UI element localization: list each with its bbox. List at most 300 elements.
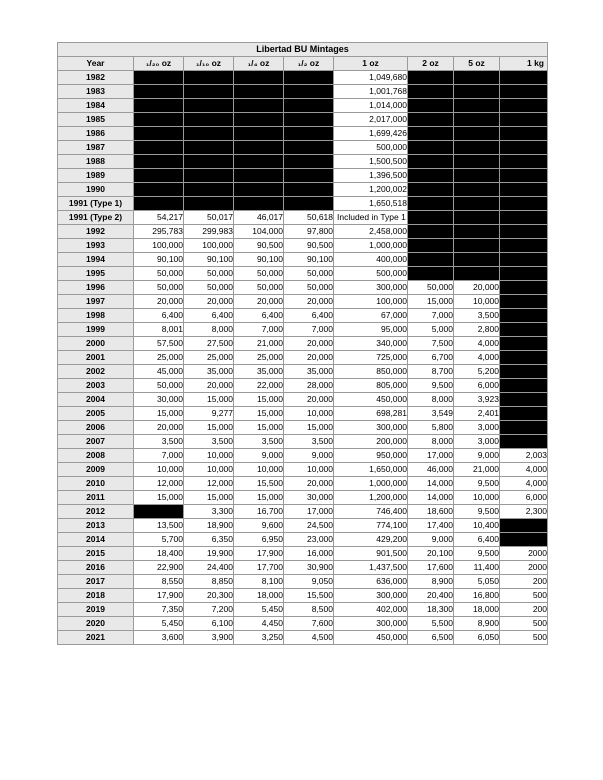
mintage-cell: 46,000 (408, 463, 454, 477)
column-header: ₁/₂₀ oz (134, 57, 184, 71)
empty-cell (500, 183, 548, 197)
mintage-cell: Included in Type 1 (334, 211, 408, 225)
mintage-cell: 8,700 (408, 365, 454, 379)
mintage-cell: 100,000 (184, 239, 234, 253)
mintage-cell: 8,900 (408, 575, 454, 589)
mintage-cell: 15,000 (234, 393, 284, 407)
mintage-cell: 15,000 (184, 421, 234, 435)
row-year: 2012 (58, 505, 134, 519)
empty-cell (234, 127, 284, 141)
mintage-cell: 3,500 (234, 435, 284, 449)
mintage-cell: 9,000 (454, 449, 500, 463)
mintage-cell: 20,000 (234, 295, 284, 309)
mintage-cell: 200 (500, 603, 548, 617)
empty-cell (500, 309, 548, 323)
table-row (58, 505, 548, 519)
mintage-cell: 746,400 (334, 505, 408, 519)
mintage-cell: 7,350 (134, 603, 184, 617)
mintage-cell: 636,000 (334, 575, 408, 589)
row-year: 1988 (58, 155, 134, 169)
mintage-cell: 25,000 (184, 351, 234, 365)
row-year: 1989 (58, 169, 134, 183)
mintage-cell: 429,200 (334, 533, 408, 547)
empty-cell (500, 407, 548, 421)
empty-cell (454, 169, 500, 183)
mintage-cell: 6,100 (184, 617, 234, 631)
empty-cell (500, 225, 548, 239)
mintage-cell: 16,700 (234, 505, 284, 519)
empty-cell (500, 393, 548, 407)
table-row (58, 253, 548, 267)
mintage-cell: 1,200,000 (334, 491, 408, 505)
mintage-cell: 15,000 (184, 393, 234, 407)
table-row (58, 183, 548, 197)
mintage-cell: 3,500 (284, 435, 334, 449)
mintage-cell: 698,281 (334, 407, 408, 421)
mintage-cell: 10,000 (184, 449, 234, 463)
empty-cell (500, 99, 548, 113)
empty-cell (454, 211, 500, 225)
row-year: 2005 (58, 407, 134, 421)
row-year: 2003 (58, 379, 134, 393)
mintage-cell: 20,000 (134, 295, 184, 309)
empty-cell (408, 71, 454, 85)
table-row (58, 435, 548, 449)
mintage-cell: 6,050 (454, 631, 500, 645)
mintage-cell: 8,001 (134, 323, 184, 337)
mintage-cell: 3,900 (184, 631, 234, 645)
mintage-cell: 14,000 (408, 477, 454, 491)
mintage-cell: 725,000 (334, 351, 408, 365)
empty-cell (500, 379, 548, 393)
row-year: 1987 (58, 141, 134, 155)
mintage-cell: 10,000 (284, 407, 334, 421)
mintage-cell: 3,500 (454, 309, 500, 323)
empty-cell (500, 421, 548, 435)
mintage-cell: 17,700 (234, 561, 284, 575)
mintage-cell: 20,000 (184, 379, 234, 393)
mintage-cell: 5,800 (408, 421, 454, 435)
empty-cell (454, 225, 500, 239)
empty-cell (408, 99, 454, 113)
row-year: 2018 (58, 589, 134, 603)
empty-cell (408, 197, 454, 211)
mintage-cell: 5,050 (454, 575, 500, 589)
mintage-cell: 18,400 (134, 547, 184, 561)
mintage-cell: 90,100 (184, 253, 234, 267)
mintage-cell: 1,650,518 (334, 197, 408, 211)
mintage-cell: 22,000 (234, 379, 284, 393)
mintage-cell: 5,000 (408, 323, 454, 337)
mintage-cell: 50,000 (184, 281, 234, 295)
column-header: ₁/₄ oz (234, 57, 284, 71)
empty-cell (500, 323, 548, 337)
empty-cell (454, 141, 500, 155)
mintage-cell: 20,100 (408, 547, 454, 561)
empty-cell (184, 183, 234, 197)
empty-cell (134, 197, 184, 211)
table-title-row (58, 43, 548, 57)
mintage-cell: 500 (500, 631, 548, 645)
empty-cell (284, 183, 334, 197)
mintage-cell: 6,000 (500, 491, 548, 505)
mintage-cell: 7,000 (134, 449, 184, 463)
row-year: 1993 (58, 239, 134, 253)
mintage-cell: 2,003 (500, 449, 548, 463)
empty-cell (284, 99, 334, 113)
empty-cell (454, 239, 500, 253)
mintage-cell: 8,550 (134, 575, 184, 589)
empty-cell (454, 267, 500, 281)
empty-cell (408, 183, 454, 197)
empty-cell (184, 169, 234, 183)
mintage-cell: 774,100 (334, 519, 408, 533)
mintage-cell: 200,000 (334, 435, 408, 449)
mintage-cell: 35,000 (234, 365, 284, 379)
empty-cell (500, 113, 548, 127)
mintage-cell: 21,000 (454, 463, 500, 477)
empty-cell (184, 197, 234, 211)
mintage-cell: 3,500 (134, 435, 184, 449)
table-row (58, 239, 548, 253)
mintage-cell: 45,000 (134, 365, 184, 379)
empty-cell (234, 183, 284, 197)
mintage-cell: 15,000 (134, 491, 184, 505)
mintage-cell: 35,000 (184, 365, 234, 379)
table-row (58, 379, 548, 393)
empty-cell (500, 211, 548, 225)
empty-cell (500, 533, 548, 547)
mintage-cell: 400,000 (334, 253, 408, 267)
mintage-cell: 35,000 (284, 365, 334, 379)
mintage-cell: 17,900 (234, 547, 284, 561)
row-year: 2007 (58, 435, 134, 449)
mintage-cell: 3,500 (184, 435, 234, 449)
mintage-cell: 95,000 (334, 323, 408, 337)
column-header: ₁/₂ oz (284, 57, 334, 71)
mintage-cell: 1,437,500 (334, 561, 408, 575)
row-year: 2011 (58, 491, 134, 505)
empty-cell (500, 85, 548, 99)
mintage-cell: 17,900 (134, 589, 184, 603)
mintage-cell: 104,000 (234, 225, 284, 239)
table-row (58, 561, 548, 575)
mintage-cell: 1,396,500 (334, 169, 408, 183)
mintage-cell: 6,400 (454, 533, 500, 547)
mintage-cell: 10,000 (134, 463, 184, 477)
mintage-cell: 10,000 (284, 463, 334, 477)
empty-cell (184, 127, 234, 141)
row-year: 1991 (Type 2) (58, 211, 134, 225)
mintage-cell: 340,000 (334, 337, 408, 351)
row-year: 2004 (58, 393, 134, 407)
mintage-cell: 7,500 (408, 337, 454, 351)
row-year: 2015 (58, 547, 134, 561)
mintage-cell: 50,000 (284, 267, 334, 281)
row-year: 1990 (58, 183, 134, 197)
mintage-cell: 50,000 (234, 267, 284, 281)
mintage-cell: 16,800 (454, 589, 500, 603)
table-row (58, 365, 548, 379)
empty-cell (408, 169, 454, 183)
mintage-cell: 9,050 (284, 575, 334, 589)
empty-cell (234, 197, 284, 211)
table-row (58, 533, 548, 547)
row-year: 1995 (58, 267, 134, 281)
row-year: 1986 (58, 127, 134, 141)
row-year: 1997 (58, 295, 134, 309)
mintage-cell: 46,017 (234, 211, 284, 225)
empty-cell (408, 85, 454, 99)
mintage-cell: 5,200 (454, 365, 500, 379)
table-row (58, 113, 548, 127)
empty-cell (500, 295, 548, 309)
mintage-cell: 7,000 (234, 323, 284, 337)
mintage-cell: 2,300 (500, 505, 548, 519)
mintage-cell: 67,000 (334, 309, 408, 323)
empty-cell (454, 253, 500, 267)
empty-cell (454, 113, 500, 127)
row-year: 1994 (58, 253, 134, 267)
mintage-cell: 8,850 (184, 575, 234, 589)
mintage-cell: 1,014,000 (334, 99, 408, 113)
mintage-cell: 9,000 (284, 449, 334, 463)
mintage-cell: 50,000 (408, 281, 454, 295)
mintage-cell: 7,000 (284, 323, 334, 337)
mintage-cell: 5,450 (234, 603, 284, 617)
mintage-cell: 9,500 (454, 547, 500, 561)
table-row (58, 421, 548, 435)
mintage-cell: 23,000 (284, 533, 334, 547)
mintage-cell: 299,983 (184, 225, 234, 239)
empty-cell (408, 141, 454, 155)
mintage-cell: 5,450 (134, 617, 184, 631)
empty-cell (184, 99, 234, 113)
column-header: ₁/₁₀ oz (184, 57, 234, 71)
empty-cell (408, 239, 454, 253)
empty-cell (500, 197, 548, 211)
mintage-cell: 9,000 (408, 533, 454, 547)
mintage-cell: 20,000 (284, 351, 334, 365)
empty-cell (500, 435, 548, 449)
table-body (58, 43, 548, 645)
table-row (58, 617, 548, 631)
empty-cell (134, 505, 184, 519)
mintage-cell: 402,000 (334, 603, 408, 617)
mintage-cell: 2,401 (454, 407, 500, 421)
mintage-cell: 9,000 (234, 449, 284, 463)
row-year: 2020 (58, 617, 134, 631)
empty-cell (408, 225, 454, 239)
mintage-cell: 300,000 (334, 421, 408, 435)
mintage-cell: 1,049,680 (334, 71, 408, 85)
table-row (58, 589, 548, 603)
empty-cell (284, 71, 334, 85)
row-year: 1985 (58, 113, 134, 127)
row-year: 2006 (58, 421, 134, 435)
table-row (58, 351, 548, 365)
mintage-cell: 3,300 (184, 505, 234, 519)
mintage-cell: 20,300 (184, 589, 234, 603)
mintage-cell: 5,500 (408, 617, 454, 631)
table-row (58, 295, 548, 309)
empty-cell (234, 169, 284, 183)
column-header: Year (58, 57, 134, 71)
mintage-cell: 15,000 (234, 407, 284, 421)
mintage-cell: 3,000 (454, 421, 500, 435)
mintage-cell: 7,600 (284, 617, 334, 631)
mintage-cell: 6,400 (184, 309, 234, 323)
empty-cell (454, 183, 500, 197)
mintage-cell: 2,017,000 (334, 113, 408, 127)
empty-cell (408, 155, 454, 169)
mintage-cell: 8,000 (184, 323, 234, 337)
mintage-cell: 20,000 (284, 393, 334, 407)
empty-cell (454, 99, 500, 113)
mintage-cell: 50,000 (134, 267, 184, 281)
row-year: 2000 (58, 337, 134, 351)
mintage-cell: 6,950 (234, 533, 284, 547)
mintage-cell: 6,700 (408, 351, 454, 365)
row-year: 2016 (58, 561, 134, 575)
empty-cell (134, 85, 184, 99)
mintage-cell: 15,000 (408, 295, 454, 309)
empty-cell (454, 71, 500, 85)
mintage-cell: 20,000 (184, 295, 234, 309)
mintage-cell: 17,000 (284, 505, 334, 519)
empty-cell (454, 155, 500, 169)
mintage-cell: 50,000 (284, 281, 334, 295)
mintage-cell: 805,000 (334, 379, 408, 393)
table-row (58, 281, 548, 295)
mintage-cell: 100,000 (134, 239, 184, 253)
mintage-cell: 2,800 (454, 323, 500, 337)
empty-cell (500, 253, 548, 267)
empty-cell (134, 155, 184, 169)
empty-cell (454, 127, 500, 141)
mintage-cell: 90,500 (284, 239, 334, 253)
table-row (58, 127, 548, 141)
row-year: 1992 (58, 225, 134, 239)
mintage-cell: 6,400 (234, 309, 284, 323)
empty-cell (500, 351, 548, 365)
row-year: 2001 (58, 351, 134, 365)
mintage-cell: 300,000 (334, 617, 408, 631)
table-row (58, 631, 548, 645)
mintage-cell: 6,500 (408, 631, 454, 645)
empty-cell (284, 169, 334, 183)
mintage-cell: 15,000 (184, 491, 234, 505)
mintage-cell: 6,000 (454, 379, 500, 393)
mintage-cell: 3,549 (408, 407, 454, 421)
mintage-cell: 8,900 (454, 617, 500, 631)
mintage-cell: 50,000 (234, 281, 284, 295)
mintage-cell: 18,600 (408, 505, 454, 519)
empty-cell (234, 155, 284, 169)
mintage-cell: 500,000 (334, 267, 408, 281)
mintage-cell: 14,000 (408, 491, 454, 505)
mintage-cell: 90,100 (234, 253, 284, 267)
table-row (58, 449, 548, 463)
mintage-cell: 3,923 (454, 393, 500, 407)
table-row (58, 211, 548, 225)
table-row (58, 141, 548, 155)
row-year: 2008 (58, 449, 134, 463)
empty-cell (500, 141, 548, 155)
table-row (58, 547, 548, 561)
mintage-cell: 30,000 (284, 491, 334, 505)
empty-cell (408, 253, 454, 267)
mintage-cell: 10,400 (454, 519, 500, 533)
empty-cell (454, 197, 500, 211)
mintage-cell: 30,000 (134, 393, 184, 407)
empty-cell (234, 141, 284, 155)
mintage-cell: 2000 (500, 561, 548, 575)
mintage-table-container (57, 42, 547, 645)
mintage-cell: 950,000 (334, 449, 408, 463)
mintage-cell: 4,000 (454, 337, 500, 351)
mintage-cell: 12,000 (184, 477, 234, 491)
table-row (58, 519, 548, 533)
row-year: 1999 (58, 323, 134, 337)
empty-cell (284, 113, 334, 127)
mintage-cell: 25,000 (234, 351, 284, 365)
empty-cell (234, 99, 284, 113)
table-row (58, 323, 548, 337)
mintage-cell: 1,000,000 (334, 477, 408, 491)
mintage-cell: 25,000 (134, 351, 184, 365)
row-year: 2014 (58, 533, 134, 547)
table-row (58, 477, 548, 491)
empty-cell (184, 85, 234, 99)
mintage-cell: 8,000 (408, 435, 454, 449)
mintage-cell: 90,500 (234, 239, 284, 253)
mintage-cell: 295,783 (134, 225, 184, 239)
mintage-cell: 30,900 (284, 561, 334, 575)
table-row (58, 575, 548, 589)
mintage-cell: 9,500 (408, 379, 454, 393)
mintage-cell: 8,500 (284, 603, 334, 617)
mintage-cell: 6,400 (134, 309, 184, 323)
mintage-cell: 15,000 (234, 421, 284, 435)
row-year: 2002 (58, 365, 134, 379)
mintage-cell: 90,100 (134, 253, 184, 267)
column-header: 5 oz (454, 57, 500, 71)
mintage-cell: 3,600 (134, 631, 184, 645)
mintage-cell: 9,500 (454, 505, 500, 519)
table-header-row (58, 57, 548, 71)
empty-cell (134, 169, 184, 183)
mintage-cell: 28,000 (284, 379, 334, 393)
mintage-cell: 12,000 (134, 477, 184, 491)
empty-cell (284, 127, 334, 141)
empty-cell (500, 281, 548, 295)
mintage-cell: 54,217 (134, 211, 184, 225)
empty-cell (284, 85, 334, 99)
empty-cell (234, 71, 284, 85)
row-year: 2019 (58, 603, 134, 617)
mintage-cell: 20,000 (284, 295, 334, 309)
row-year: 1996 (58, 281, 134, 295)
empty-cell (284, 155, 334, 169)
mintage-cell: 500 (500, 617, 548, 631)
empty-cell (500, 337, 548, 351)
empty-cell (134, 99, 184, 113)
empty-cell (500, 519, 548, 533)
mintage-cell: 901,500 (334, 547, 408, 561)
mintage-cell: 13,500 (134, 519, 184, 533)
mintage-cell: 1,001,768 (334, 85, 408, 99)
